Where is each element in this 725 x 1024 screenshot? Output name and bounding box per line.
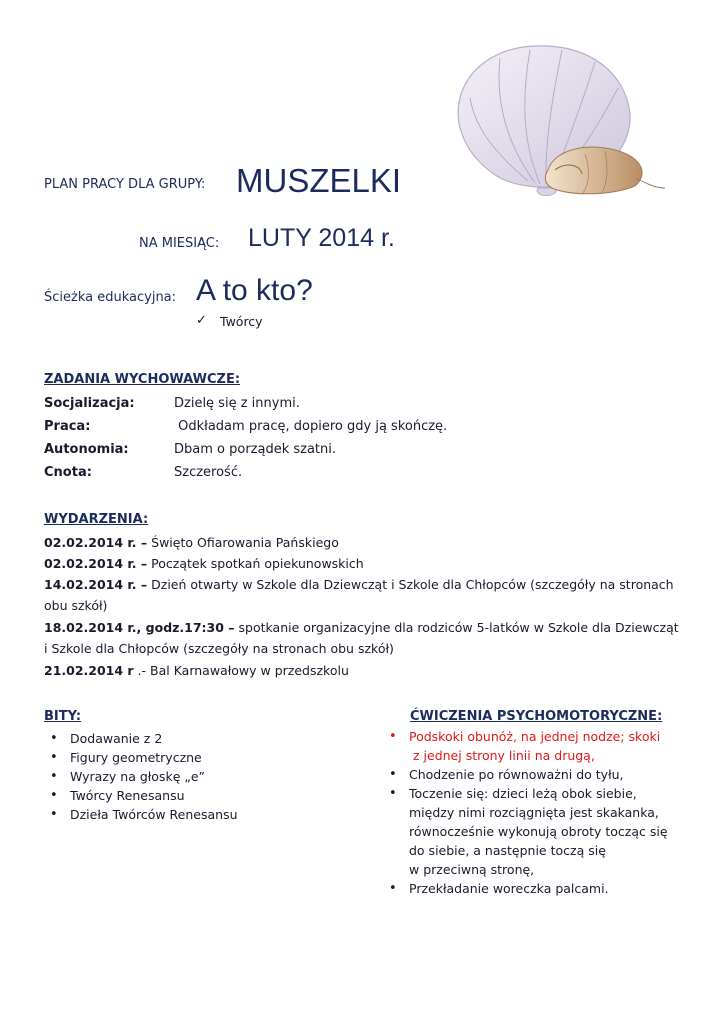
event-item (44, 660, 684, 681)
event-date: 02.02.2014 r. – (44, 556, 148, 571)
exercise-line: z jednej strony linii na drugą, (413, 748, 595, 763)
task-key: Autonomia: (44, 442, 129, 457)
exercises-heading: ĆWICZENIA PSYCHOMOTORYCZNE: (410, 709, 663, 724)
group-name: MUSZELKI (236, 162, 402, 199)
exercises-list (383, 727, 703, 898)
exercise-line: Podskoki obunóż, na jednej nodze; skoki (409, 729, 661, 744)
task-row (44, 396, 300, 411)
event-item (44, 553, 684, 574)
event-text: Początek spotkań opiekunowskich (147, 556, 364, 571)
task-value: Dzielę się z innymi. (174, 396, 300, 411)
list-item: • Dzieła Twórców Renesansu (44, 805, 344, 824)
list-item: • Dodawanie z 2 (44, 729, 344, 748)
path-label: Ścieżka edukacyjna: (44, 290, 177, 305)
event-date: 21.02.2014 r (44, 663, 134, 678)
bity-list (44, 729, 344, 824)
task-value: Dbam o porządek szatni. (174, 442, 337, 457)
path-sub-item: Twórcy (220, 314, 263, 329)
bity-heading: BITY: (44, 709, 82, 724)
list-item (383, 784, 703, 879)
task-value: Odkładam pracę, dopiero gdy ją skończę. (174, 419, 448, 434)
list-item (383, 727, 703, 765)
task-row (44, 465, 242, 480)
event-text: spotkanie organizacyjne dla rodziców 5-latków w Szkole dla Dziewcząt i Szkole dla Chłopców (szczegóły na stronach obu szkół) (44, 620, 679, 656)
exercise-line: między nimi rozciągnięta jest skakanka, (409, 805, 659, 820)
list-item: • Figury geometryczne (44, 748, 344, 767)
event-item (44, 532, 684, 553)
event-date: 18.02.2014 r., godz.17:30 – (44, 620, 235, 635)
task-value: Szczerość. (174, 465, 243, 480)
exercise-line: Przekładanie woreczka palcami. (409, 881, 609, 896)
event-text: Dzień otwarty w Szkole dla Dziewcząt i Szkole dla Chłopców (szczegóły na stronach obu szkół) (44, 577, 674, 613)
check-icon: ✓ (196, 313, 207, 328)
task-key: Praca: (44, 419, 91, 434)
list-item: • Twórcy Renesansu (44, 786, 344, 805)
task-key: Socjalizacja: (44, 396, 135, 411)
exercise-line: w przeciwną stronę, (409, 862, 535, 877)
event-date: 14.02.2014 r. – (44, 577, 148, 592)
exercise-line: Chodzenie po równoważni do tyłu, (409, 767, 624, 782)
event-text: .- Bal Karnawałowy w przedszkolu (133, 663, 349, 678)
list-item (383, 879, 703, 898)
plan-label: PLAN PRACY DLA GRUPY: (44, 177, 206, 192)
task-key: Cnota: (44, 465, 92, 480)
event-item (44, 617, 684, 659)
list-item: • Wyrazy na głoskę „e” (44, 767, 344, 786)
exercise-line: równocześnie wykonują obroty tocząc się (409, 824, 668, 839)
seashells-illustration (440, 38, 670, 198)
path-value: A to kto? (196, 274, 313, 307)
task-row (44, 419, 447, 434)
event-date: 02.02.2014 r. – (44, 535, 148, 550)
month-label: NA MIESIĄC: (139, 236, 220, 251)
exercise-line: Toczenie się: dzieci leżą obok siebie, (409, 786, 637, 801)
event-text: Święto Ofiarowania Pańskiego (147, 535, 339, 550)
task-row (44, 442, 336, 457)
list-item (383, 765, 703, 784)
month-value: LUTY 2014 r. (248, 224, 395, 252)
events-heading: WYDARZENIA: (44, 512, 149, 527)
exercise-line: do siebie, a następnie toczą się (409, 843, 606, 858)
tasks-heading: ZADANIA WYCHOWAWCZE: (44, 372, 241, 387)
event-item (44, 574, 684, 616)
